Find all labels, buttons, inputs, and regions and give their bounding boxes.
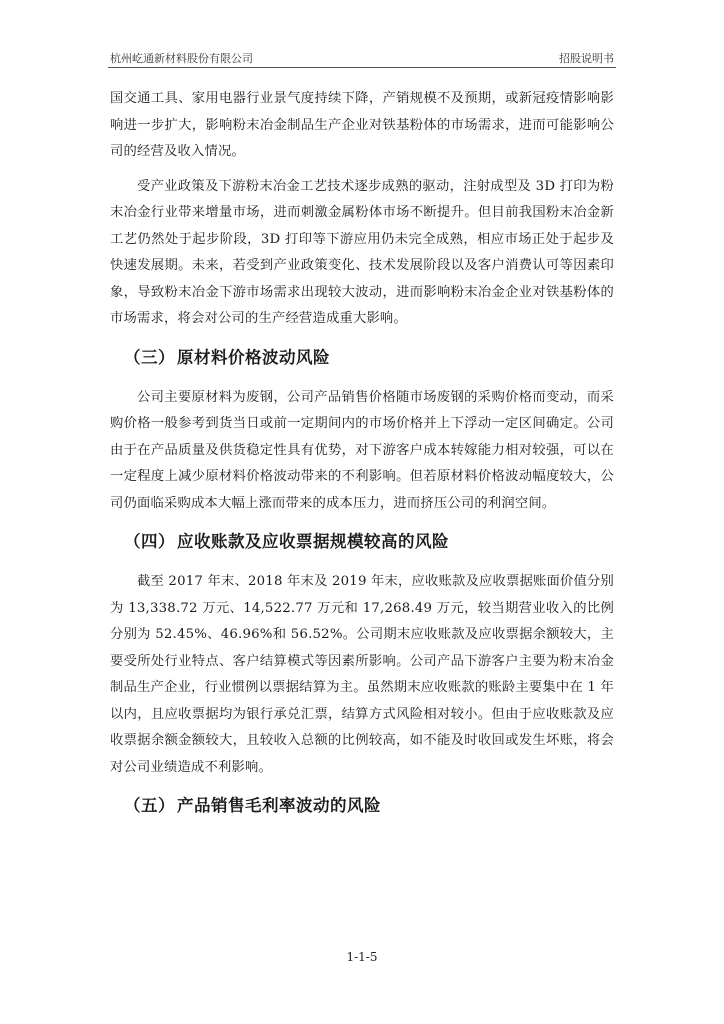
section-number: （三） (124, 347, 175, 367)
section-title: 应收账款及应收票据规模较高的风险 (177, 532, 449, 551)
section-title: 原材料价格波动风险 (177, 347, 330, 367)
section-title: 产品销售毛利率波动的风险 (177, 796, 381, 815)
section-heading-3 (124, 345, 614, 371)
paragraph-continuation: 国交通工具、家用电器行业景气度持续下降，产销规模不及预期，或新冠疫情影响影响进一步扩大，影响粉末冶金制品生产企业对铁基粉体的市场需求，进而可能影响公司的经营及收入情况。 (110, 91, 614, 159)
section-heading-5 (124, 793, 614, 819)
section-4-paragraph: 截至 2017 年末、2018 年末及 2019 年末，应收账款及应收票据账面价值分别为 13,338.72 万元、14,522.77 万元和 17,268.49 万元，较当期营业收入的比例分别为 52.45%、46.96%和 56.52%。公司期末应收账款及应收票据余额较大，主要受所处行业特点、客户结算模式等因素所影响。公司产品下游客户主要为粉末冶金制品生产企业，行业惯例以票据结算为主。虽然期末应收账款的账龄主要集中在 1 年以内，且应收票据均为银行承兑汇票，结算方式风险相对较小。但由于应收账款及应收票据余额金额较大，且较收入总额的比例较高，如不能及时收回或发生坏账，将会对公司业绩造成不利影响。 (110, 574, 614, 775)
section-heading-4 (124, 529, 614, 555)
section-number: （五） (124, 796, 175, 815)
header-rule (108, 67, 616, 68)
section-3-paragraph: 公司主要原材料为废钢，公司产品销售价格随市场废钢的采购价格而变动，而采购价格一般参考到货当日或前一定期间内的市场价格并上下浮动一定区间确定。公司由于在产品质量及供货稳定性具有优势，对下游客户成本转嫁能力相对较强，可以在一定程度上减少原材料价格波动带来的不利影响。但若原材料价格波动幅度较大，公司仍面临采购成本大幅上涨而带来的成本压力，进而挤压公司的利润空间。 (110, 389, 614, 511)
section-number: （四） (124, 532, 175, 551)
paragraph-powder-metallurgy: 受产业政策及下游粉末冶金工艺技术逐步成熟的驱动，注射成型及 3D 打印为粉末冶金行业带来增量市场，进而刺激金属粉体市场不断提升。但目前我国粉末冶金新工艺仍然处于起步阶段，3D 打印等下游应用仍未完全成熟，相应市场正处于起步及快速发展期。未来，若受到产业政策变化、技术发展阶段以及客户消费认可等因素印象，导致粉末冶金下游市场需求出现较大波动，进而影响粉末冶金企业对铁基粉体的市场需求，将会对公司的生产经营造成重大影响。 (110, 178, 614, 326)
header-company-name: 杭州屹通新材料股份有限公司 (110, 52, 253, 65)
page-number: 1-1-5 (346, 950, 378, 964)
page-body (110, 86, 614, 833)
header-document-type: 招股说明书 (559, 52, 614, 65)
